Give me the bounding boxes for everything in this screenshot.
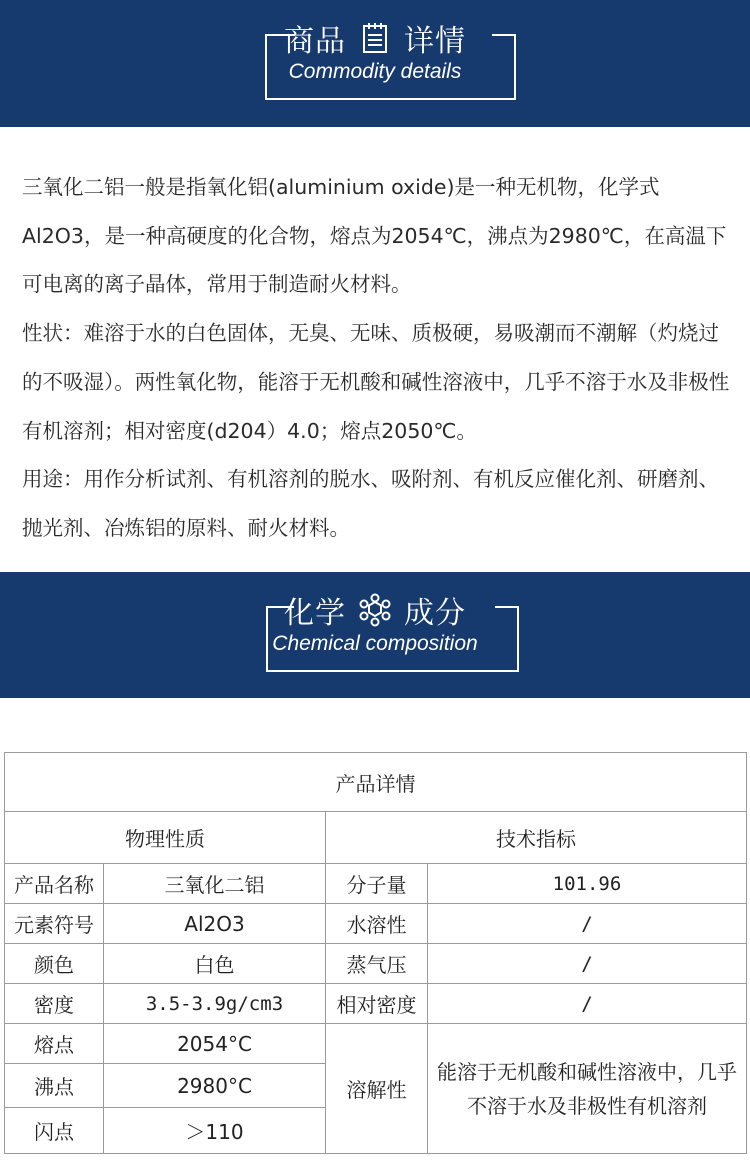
cell-label: 相对密度: [326, 984, 428, 1024]
intro-paragraph: 三氧化二铝一般是指氧化铝(aluminium oxide)是一种无机物，化学式Al2O3，是一种高硬度的化合物，熔点为2054℃，沸点为2980℃，在高温下可电离的离子晶体，常用于制造耐火材料。: [22, 175, 727, 297]
table-row: [5, 984, 747, 1024]
table-title-row: [5, 753, 747, 812]
solubility-label: 溶解性: [326, 1024, 428, 1154]
cell-value: 白色: [104, 944, 326, 984]
section-subtitle: Chemical composition: [272, 632, 478, 655]
section-subtitle: Commodity details: [288, 60, 462, 83]
cell-value: 2980°C: [104, 1064, 326, 1108]
commodity-details-banner: [0, 0, 750, 127]
molecule-icon: [358, 593, 392, 627]
section-title: [0, 588, 750, 632]
cell-value: 3.5-3.9g/cm3: [104, 984, 326, 1024]
chemical-composition-banner: [0, 572, 750, 698]
cell-value: ＞110: [104, 1108, 326, 1154]
cell-label: 分子量: [326, 864, 428, 904]
table-row: [5, 904, 747, 944]
notepad-icon: [358, 21, 392, 55]
section-title-right: 详情: [404, 24, 466, 59]
cell-value: 101.96: [428, 864, 747, 904]
product-description: [22, 163, 734, 553]
cell-value: /: [428, 944, 747, 984]
section-title-left: 化学: [284, 596, 346, 631]
table-row: [5, 1024, 747, 1064]
cell-label: 熔点: [5, 1024, 104, 1064]
section-title-left: 商品: [284, 24, 346, 59]
table-header-row: [5, 812, 747, 864]
header-technical-specs: 技术指标: [326, 812, 747, 864]
section-title: [0, 16, 750, 60]
cell-label: 水溶性: [326, 904, 428, 944]
cell-value: /: [428, 984, 747, 1024]
section-title-right: 成分: [404, 596, 466, 631]
cell-label: 蒸气压: [326, 944, 428, 984]
cell-label: 产品名称: [5, 864, 104, 904]
cell-value: /: [428, 904, 747, 944]
header-physical-properties: 物理性质: [5, 812, 326, 864]
cell-value: Al2O3: [104, 904, 326, 944]
solubility-value: 能溶于无机酸和碱性溶液中，几乎不溶于水及非极性有机溶剂: [428, 1024, 747, 1154]
cell-label: 闪点: [5, 1108, 104, 1154]
spec-table: [4, 752, 747, 1154]
cell-label: 颜色: [5, 944, 104, 984]
cell-value: 三氧化二铝: [104, 864, 326, 904]
cell-label: 密度: [5, 984, 104, 1024]
cell-label: 元素符号: [5, 904, 104, 944]
properties-paragraph: 性状：难溶于水的白色固体，无臭、无味、质极硬，易吸潮而不潮解（灼烧过的不吸湿）。两性氧化物，能溶于无机酸和碱性溶液中，几乎不溶于水及非极性有机溶剂；相对密度(d204）4.0；熔点2050℃。: [22, 321, 730, 443]
cell-value: 2054°C: [104, 1024, 326, 1064]
table-row: [5, 944, 747, 984]
cell-label: 沸点: [5, 1064, 104, 1108]
table-row: [5, 864, 747, 904]
uses-paragraph: 用途：用作分析试剂、有机溶剂的脱水、吸附剂、有机反应催化剂、研磨剂、抛光剂、冶炼铝的原料、耐火材料。: [22, 467, 719, 540]
table-title: 产品详情: [5, 753, 747, 812]
